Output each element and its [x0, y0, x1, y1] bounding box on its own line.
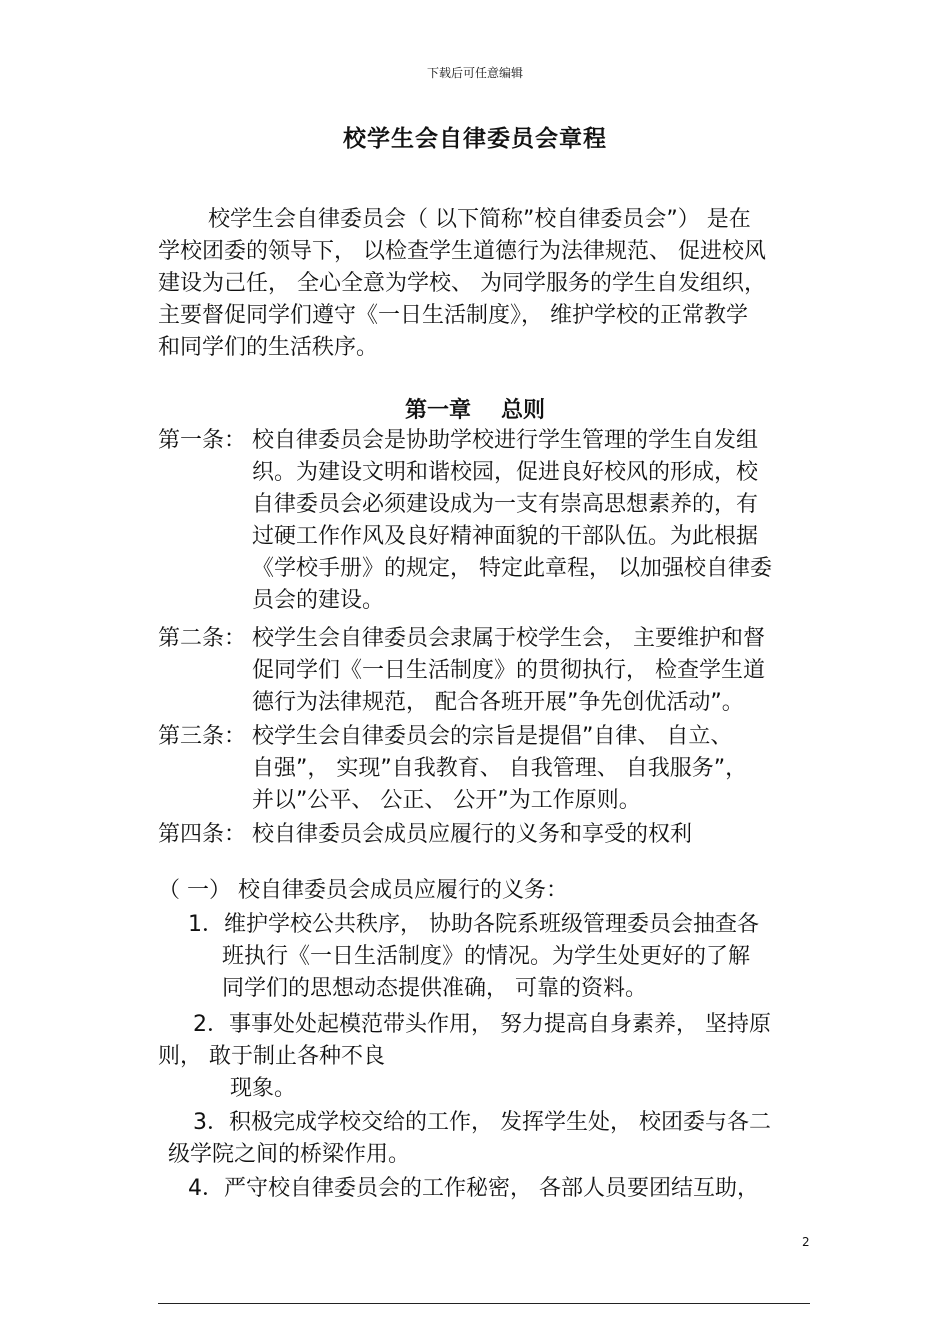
article-line: 《学校手册》的规定， 特定此章程， 以加强校自律委 [252, 556, 772, 581]
duty-line: 则， 敢于制止各种不良 [158, 1044, 385, 1069]
article-label: 第一条： [158, 428, 247, 453]
intro-line: 主要督促同学们遵守《一日生活制度》， 维护学校的正常教学 [158, 303, 748, 328]
duty-line: 同学们的思想动态提供准确， 可靠的资料。 [222, 976, 647, 1001]
article-line: 校自律委员会是协助学校进行学生管理的学生自发组 [252, 428, 759, 453]
section-heading: （ 一） 校自律委员会成员应履行的义务： [158, 878, 568, 903]
duty-line: 3．积极完成学校交给的工作， 发挥学生处， 校团委与各二 [193, 1110, 771, 1135]
document-title: 校学生会自律委员会章程 [343, 126, 607, 152]
chapter-heading [0, 393, 950, 424]
page-header: 下载后可任意编辑 [426, 66, 523, 80]
article-line: 员会的建设。 [252, 588, 385, 613]
article-label: 第三条： [158, 724, 247, 749]
footer-divider [158, 1303, 810, 1304]
article-line: 过硬工作作风及良好精神面貌的干部队伍。为此根据 [252, 524, 759, 549]
article-line: 校自律委员会成员应履行的义务和享受的权利 [252, 822, 693, 847]
intro-line: 和同学们的生活秩序。 [158, 335, 379, 360]
duty-line: 级学院之间的桥梁作用。 [168, 1142, 411, 1167]
intro-line: 学校团委的领导下， 以检查学生道德行为法律规范、 促进校风 [158, 239, 766, 264]
article-line: 促同学们《一日生活制度》的贯彻执行， 检查学生道 [252, 658, 765, 683]
chapter-name: 总则 [501, 398, 546, 423]
duty-line: 2．事事处处起模范带头作用， 努力提高自身素养， 坚持原 [193, 1012, 771, 1037]
article-line: 自律委员会必须建设成为一支有崇高思想素养的，有 [252, 492, 759, 517]
page-number: 2 [802, 1235, 810, 1249]
article-line: 并以”公平、 公正、 公开”为工作原则。 [252, 788, 641, 813]
intro-line: 建设为己任， 全心全意为学校、 为同学服务的学生自发组织， [158, 271, 766, 296]
article-line: 德行为法律规范， 配合各班开展”争先创优活动”。 [252, 690, 744, 715]
article-line: 校学生会自律委员会隶属于校学生会， 主要维护和督 [252, 626, 765, 651]
chapter-label: 第一章 [404, 398, 471, 423]
duty-line: 现象。 [230, 1076, 297, 1101]
article-line: 织。为建设文明和谐校园，促进良好校风的形成，校 [252, 460, 759, 485]
intro-line: 校学生会自律委员会（ 以下简称”校自律委员会”） 是在 [208, 207, 751, 232]
article-line: 校学生会自律委员会的宗旨是提倡”自律、 自立、 [252, 724, 733, 749]
duty-line: 4．严守校自律委员会的工作秘密， 各部人员要团结互助， [188, 1176, 759, 1201]
article-line: 自强”， 实现”自我教育、 自我管理、 自我服务”， [252, 756, 748, 781]
article-label: 第四条： [158, 822, 247, 847]
duty-line: 1．维护学校公共秩序， 协助各院系班级管理委员会抽查各 [188, 912, 759, 937]
duty-line: 班执行《一日生活制度》的情况。为学生处更好的了解 [222, 944, 751, 969]
article-label: 第二条： [158, 626, 247, 651]
